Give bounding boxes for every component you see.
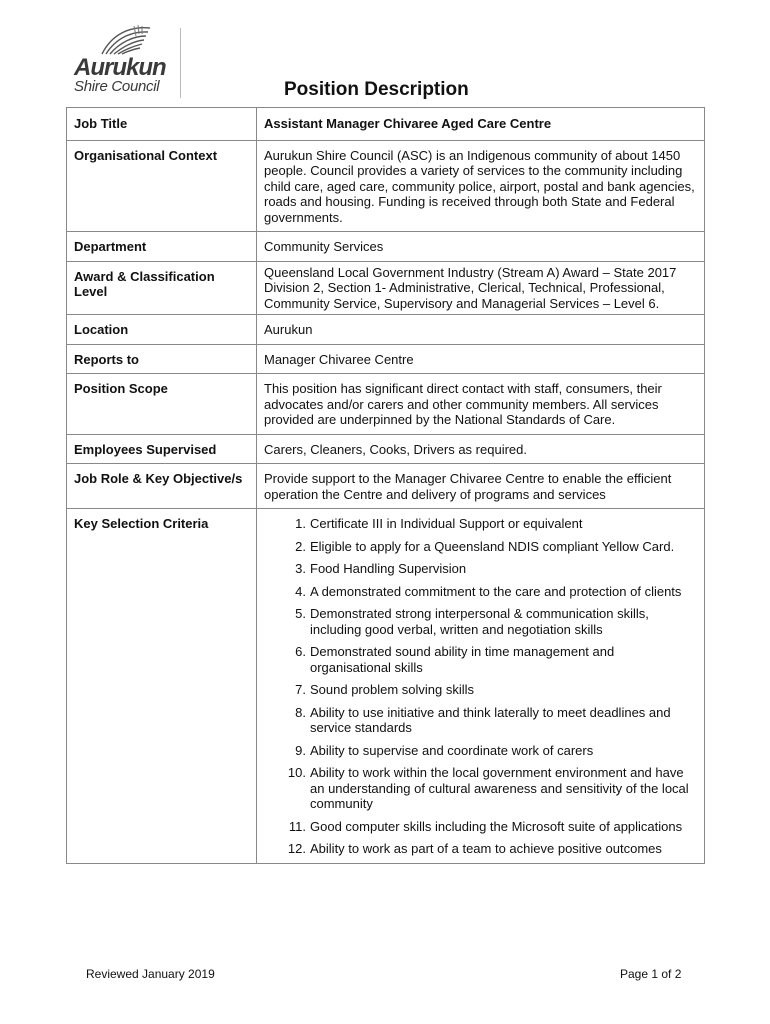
- list-item: [286, 841, 697, 857]
- list-item-text: A demonstrated commitment to the care and protection of clients: [310, 583, 682, 599]
- list-item-text: Demonstrated strong interpersonal & communication skills, including good verbal, written and negotiation skills: [310, 606, 649, 637]
- row-label: Employees Supervised: [67, 434, 257, 464]
- list-item: [286, 743, 697, 759]
- table-row: [67, 315, 705, 345]
- list-item-text: Ability to supervise and coordinate work of carers: [310, 742, 594, 758]
- table-row: [67, 464, 705, 509]
- list-item-text: Ability to work as part of a team to achieve positive outcomes: [310, 841, 662, 856]
- list-item-number: 9.: [295, 742, 306, 758]
- row-value: [257, 509, 705, 864]
- list-item-text: Ability to use initiative and think laterally to meet deadlines and service standards: [310, 704, 671, 735]
- list-item: [286, 606, 697, 637]
- list-item-number: 7.: [295, 682, 306, 697]
- row-value: Aurukun Shire Council (ASC) is an Indigenous community of about 1450 people. Council provides a variety of services to the community including child care, aged care, community police, airport, postal and bank agencies, roads and housing. Funding is received through both State and Federal governments.: [257, 140, 705, 232]
- table-row: [67, 344, 705, 374]
- list-item-number: 10.: [287, 765, 306, 780]
- table-row: [67, 232, 705, 262]
- page-title: Position Description: [284, 79, 469, 100]
- list-item: [286, 644, 697, 675]
- row-value: Manager Chivaree Centre: [257, 344, 705, 374]
- table-row: [67, 140, 705, 232]
- list-item-number: 4.: [295, 583, 306, 599]
- list-item: [286, 516, 697, 532]
- row-value: Assistant Manager Chivaree Aged Care Centre: [257, 108, 705, 141]
- list-item-number: 8.: [295, 704, 306, 720]
- list-item-number: 11.: [288, 818, 306, 834]
- row-value: Aurukun: [257, 315, 705, 345]
- table-row: [67, 108, 705, 141]
- table-row: [67, 509, 705, 864]
- list-item-text: Certificate III in Individual Support or equivalent: [310, 516, 583, 531]
- list-item-number: 6.: [295, 644, 306, 659]
- row-value: Carers, Cleaners, Cooks, Drivers as required.: [257, 434, 705, 464]
- row-value: Provide support to the Manager Chivaree Centre to enable the efficient operation the Centre and delivery of programs and services: [257, 464, 705, 509]
- list-item: [286, 561, 697, 577]
- list-item-text: Demonstrated sound ability in time management and organisational skills: [310, 644, 615, 675]
- logo-divider: [180, 28, 181, 98]
- list-item-text: Food Handling Supervision: [310, 561, 467, 576]
- list-item-number: 12.: [287, 841, 306, 856]
- logo-name: Aurukun: [74, 54, 166, 81]
- list-item-text: Eligible to apply for a Queensland NDIS compliant Yellow Card.: [310, 538, 675, 554]
- row-label: Location: [67, 315, 257, 345]
- row-label: Reports to: [67, 344, 257, 374]
- list-item-number: 2.: [295, 538, 306, 554]
- list-item-text: Ability to work within the local government environment and have an understanding of cultural awareness and sensitivity of the local community: [310, 765, 689, 811]
- criteria-list: [264, 516, 697, 857]
- row-value: This position has significant direct contact with staff, consumers, their advocates and/or carers and other community members. All services provided are underpinned by the National Standards of Care.: [257, 374, 705, 435]
- list-item-text: Sound problem solving skills: [310, 682, 475, 697]
- row-label: Award & Classification Level: [67, 261, 257, 315]
- list-item: [286, 819, 697, 835]
- footer-reviewed: Reviewed January 2019: [86, 967, 215, 981]
- footer-page-number: Page 1 of 2: [620, 967, 682, 981]
- row-label: Position Scope: [67, 374, 257, 435]
- list-item: [286, 584, 697, 600]
- row-label: Organisational Context: [67, 140, 257, 232]
- table-row: [67, 374, 705, 435]
- table-row: [67, 434, 705, 464]
- list-item: [286, 705, 697, 736]
- row-label: Department: [67, 232, 257, 262]
- row-value: Community Services: [257, 232, 705, 262]
- list-item-number: 3.: [295, 561, 306, 576]
- list-item: [286, 765, 697, 812]
- table-row: [67, 261, 705, 315]
- row-label: Job Role & Key Objective/s: [67, 464, 257, 509]
- list-item-number: 5.: [295, 606, 306, 621]
- position-table: [66, 107, 705, 864]
- list-item: [286, 682, 697, 698]
- list-item-number: 1.: [295, 516, 306, 531]
- logo-subtitle: Shire Council: [74, 78, 160, 95]
- row-label: Key Selection Criteria: [67, 509, 257, 864]
- row-value: Queensland Local Government Industry (Stream A) Award – State 2017 Division 2, Section 1- Administrative, Clerical, Technical, Professional, Community Service, Supervisory and Managerial Services – Level 6.: [257, 261, 705, 315]
- list-item-text: Good computer skills including the Microsoft suite of applications: [310, 818, 683, 834]
- list-item: [286, 539, 697, 555]
- row-label: Job Title: [67, 108, 257, 141]
